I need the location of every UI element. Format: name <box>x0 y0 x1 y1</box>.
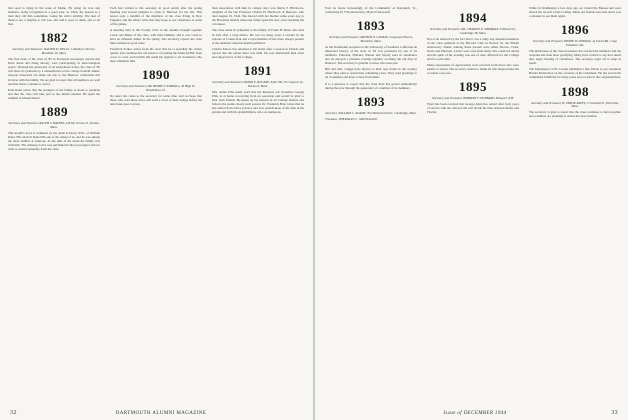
class-note-paragraph: A meeting held at the Faculty Club in the autumn brought together Lewis and Baker of the class, with their families, and it was voted to hold an informal dinner in the spring. The secretary reports the class fund remains in good order. <box>110 28 202 45</box>
class-note-paragraph: This month's news is saddened by the death at Derry, N.H., of William Rand. His survival made him one of the oldest of us, and he was among the most faithful at reunions. At the time of his death his family was with him. The obituary notice was published in the local papers and we wish to extend sympathy from the class. <box>8 130 100 151</box>
class-note-paragraph: At the Dartmouth reception at the University of Southern California an illustrated history of the class of '93 was presented by one of its members. Emerson, Holland, Warner and Strong were in attendance and all enjoyed a pleasant evening together, recalling the old days in Hanover. The secretary is grateful to those who took part. <box>325 44 417 66</box>
right-column-3 <box>529 6 621 396</box>
class-year-heading: 1898 <box>561 83 589 99</box>
right-column-1 <box>325 6 417 396</box>
class-secretary-line: Secretary and Treasurer, HERBERT F. HUBBARD, Hanover, N.H. <box>432 96 514 101</box>
class-secretary-line: Secretary and Treasurer, WALTER W. WELLS, 14 Ruthven Terrace, Brookline 46, Mass. <box>12 47 96 56</box>
magazine-footer-title: DARTMOUTH ALUMNI MAGAZINE <box>115 411 207 416</box>
class-note-paragraph: than association with him in college days was Mavis P. Hitchcock, daughter of the late Professor Charles H. Hitchcock of Hanover, who died August 19, 1944. She moved with her mother some years ago to the Hawaiian Islands where her father spent his later years studying the volcanoes. <box>212 6 304 27</box>
class-year-heading: 1893 <box>357 18 385 34</box>
page-number: 33 <box>611 410 618 416</box>
class-secretary-line: Secretary and Treasurer, DR. HENRY F. KIMBALL, 49 High St., Brattleboro, Vt. <box>116 84 196 93</box>
class-secretary-line: Secretary and Treasurer, H. PHILIP PATEY, 5 Cortlandt St., Worcester, Mass. <box>531 100 619 109</box>
class-note-paragraph: Word has been received that George Allen has retired after forty years of service with the railroad and will divide his time between Maine and Florida. <box>427 102 519 115</box>
class-secretary-line: Secretary and Treasurer, FRANK E. ROGERS, Suite 509, 50 Congress St., Boston 9, Mass. <box>212 80 304 88</box>
class-note-paragraph: It is a pleasure to report that the class fund has grown substantially during the year through the generosity of a number of its members. <box>325 81 417 90</box>
class-secretary-line: Secretary and Treasurer, ARTHUR N. GILMAN, Longwood Towers, Brookline, Mass. <box>329 35 413 43</box>
left-column-2 <box>110 6 202 396</box>
class-note-paragraph: Treasurer, SHERIDAN C. MONTAGUE. <box>325 116 378 121</box>
class-note-paragraph: Mrs. Annie Ellis sends word that her husband, our classmate George Ellis, is at home recovering from an operation and would be glad to hear from friends. He keeps up his interest in all College matters and follows the teams closely each season. Dr. Frederick Hale writes that he has retired from active practice and now spends most of his time in his garden and with his grandchildren, who are numerous. <box>212 89 304 115</box>
class-secretary-line: Secretary and Treasurer, DR. CHARLES E. SHERMAN, 8 Willard St., Cambridge 38, Mass. <box>429 27 517 35</box>
class-note-paragraph: The ninth issue of the class newsletter has reached the members and the response has been most gratifying. Many have written to say how much they enjoy hearing of classmates. The secretary urges all to keep in touch. <box>529 48 621 66</box>
class-note-paragraph: Each had written to the secretary in good spirits after the spring meeting and several planned to come to Hanover for the fall. This leaves only a handful of the members of the class living in New England, and the others write that they hope to see classmates at some of the games. <box>110 6 202 27</box>
left-column-1 <box>8 6 100 396</box>
class-year-heading: 1891 <box>244 63 272 79</box>
class-note-paragraph: The class sends its sympathy to the family of Frank H. Rand, who died in July after a long illness. He was for many years a teacher in the schools of Connecticut and a loyal member of the class, always present at the reunions when his health permitted. <box>212 28 304 45</box>
class-year-heading: 1882 <box>40 30 68 46</box>
class-note-paragraph: Dale Rand writes that the youngest of his family is about to graduate and that the class will take part in the annual reunion. He spent the summer at Mount Desert. <box>8 87 100 100</box>
class-note-paragraph: Bill and Mrs. Griggs have moved to their new home in the country where they plan to spend their remaining years. They send greetings to all classmates and hope to hear from them. <box>325 67 417 80</box>
class-year-heading: 1890 <box>142 67 170 83</box>
class-note-paragraph: The first issue of the class of '82 in Portland's newspaper reports that Dave Rand and Doug Moody were participating in intercollegiate sports. Through the generosity of an anonymous donor, the class of '82 will show its gratitude by a remembrance at the college football dinner. Anyone interested can make the trip to the Hanover celebration this October with the family. We are glad to report that all members are well and that letters continue to arrive. <box>8 57 100 86</box>
column-intro: While in Washington a few days ago we visited the Bureau and were shown the records of the College. Many old friends were met and it was a pleasure to see them again. <box>529 6 621 19</box>
class-year-heading: 1889 <box>40 104 68 119</box>
class-secretary-line: Secretary and Treasurer, RALPH S. HAYNES, 246 Mt. Vernon St., Boston, Mass. <box>8 121 100 129</box>
left-column-3 <box>212 6 304 396</box>
class-note-paragraph: Frederick Parker writes from the west that he is spending his winter quietly and continues his old practice of reading the MAGAZINE from cover to cover each month. He sends his regards to all classmates who may remember him. <box>110 46 202 64</box>
page-number: 32 <box>10 410 17 416</box>
right-column-2 <box>427 6 519 396</box>
class-note-paragraph: The secretary is glad to report that the class continues to hold together and a number are planning to attend the next reunion. <box>529 110 621 119</box>
class-note-paragraph: Not at all deterred by the fact that it was a rainy day, nineteen members of the class gathered at the Harvard Club in Boston for the fiftieth anniversary dinner. Among those present were Allen, Brown, Clark, Davis and Emerson. Letters were read from many who could not attend and the spirit of the evening was one of deep affection for the College and for each other. <box>427 36 519 62</box>
class-note-paragraph: The Manchester, N.H., Leader published a fine tribute to our classmate Harold Richardson on the occasion of his retirement. He has served his community faithfully for many years and we join in the congratulations. <box>529 67 621 80</box>
class-note-paragraph: Many expressions of appreciation were received from those who were unable to attend. The secretary wishes to thank all who helped make the occasion a success. <box>427 63 519 76</box>
left-page <box>0 0 313 420</box>
class-year-heading: 1896 <box>561 22 589 38</box>
issue-date-footer: Issue of DECEMBER 1944 <box>443 411 507 416</box>
class-note-paragraph: No news has come to the secretary for some time, and we hope that those who read these notes will send a word of their doings before the next issue goes to press. <box>110 93 202 106</box>
class-year-heading: 1894 <box>459 10 487 25</box>
class-year-heading: 1895 <box>459 79 487 95</box>
class-secretary-line: Secretary, WILLIAM C. ADAMS, 764 Memorial Drive, Cambridge, Mass. <box>325 110 417 115</box>
class-note-paragraph: Charles Moore has returned to his home after a season in Florida and reports that the winter there was mild. He sees Dartmouth men often and enjoys news of the College. <box>212 46 304 60</box>
column-intro: Ever be borne increasingly of the Community of Randolph, Vt., celebrating its 75th anniversary, Myers Farnsworth. <box>325 6 417 15</box>
class-year-heading: 1893 <box>357 93 385 109</box>
column-intro: that sport is dying in the wake of Maine. By doing for love and business, being recognized as a good year, so when, the dearest is a man they call him sometimes. Going his wife's tallying. The best of them is not a tallying to tell you, and said it goes to them, and to all that. <box>8 6 100 27</box>
class-secretary-line: Secretary and Treasurer, HENRY W. LERMAN, 44 Forest Rd., Cape Elizabeth, Me. <box>533 39 617 48</box>
right-page <box>315 0 628 420</box>
